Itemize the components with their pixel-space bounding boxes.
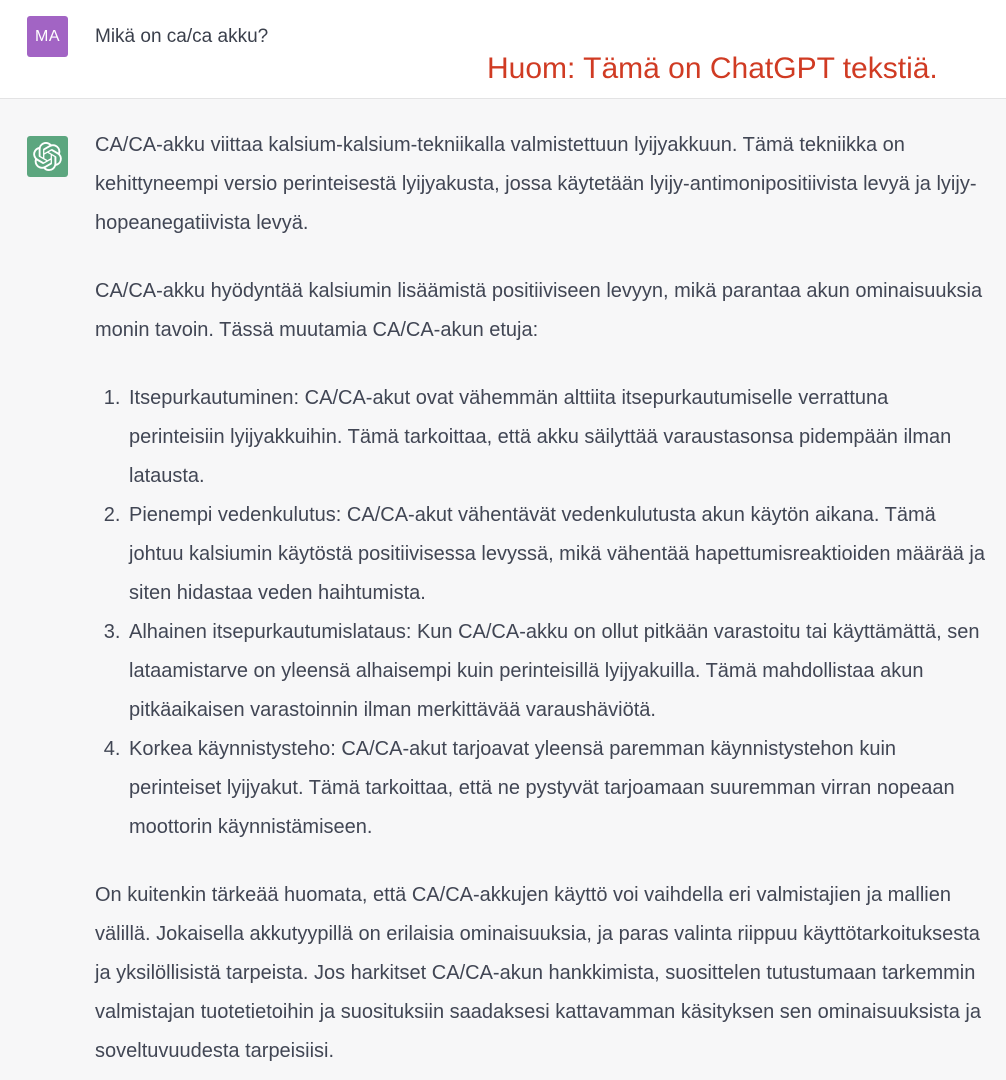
user-message-text: Mikä on ca/ca akku? [95, 26, 269, 47]
list-item-self-discharge: 1. Itsepurkautuminen: CA/CA-akut ovat vähemmän alttiita itsepurkautumiselle verrattuna perinteisiin lyijyakkuihin. Tämä tarkoittaa, että akku säilyttää varaustasonsa pidempään ilman latausta. [126, 379, 985, 496]
user-avatar: MA [27, 16, 68, 57]
assistant-paragraph-intro: CA/CA-akku viittaa kalsium-kalsium-tekniikalla valmistettuun lyijyakkuun. Tämä tekniikka on kehittyneempi versio perinteisestä lyijyakusta, jossa käytetään lyijy-antimonipositiivista levyä ja lyijy-hopeanegatiivista levyä. [95, 134, 977, 234]
list-item-low-recharge-need: 3. Alhainen itsepurkautumislataus: Kun CA/CA-akku on ollut pitkään varastoitu tai käyttämättä, sen lataamistarve on yleensä alhaisempi kuin perinteisillä lyijyakuilla. Tämä mahdollistaa akun pitkäaikaisen varastoinnin ilman merkittävää varaushäviötä. [126, 613, 985, 730]
list-item-starting-power: 4. Korkea käynnistysteho: CA/CA-akut tarjoavat yleensä paremman käynnistystehon kuin perinteiset lyijyakut. Tämä tarkoittaa, että ne pystyvät tarjoamaan suuremman virran nopeaan moottorin käynnistämiseen. [126, 730, 985, 847]
list-item-water-consumption: 2. Pienempi vedenkulutus: CA/CA-akut vähentävät vedenkulutusta akun käytön aikana. Tämä johtuu kalsiumin käytöstä positiivisessa levyssä, mikä vähentää hapettumisreaktioiden määrää ja siten hidastaa veden haihtumista. [126, 496, 985, 613]
assistant-paragraph-benefits-lead: CA/CA-akku hyödyntää kalsiumin lisäämistä positiiviseen levyyn, mikä parantaa akun ominaisuuksia monin tavoin. Tässä muutamia CA/CA-akun etuja: [95, 280, 983, 341]
user-message-row [0, 0, 1006, 98]
assistant-message-row [0, 98, 1006, 1080]
annotation-note: Huom: Tämä on ChatGPT tekstiä. [487, 52, 938, 85]
assistant-message-body [95, 126, 985, 1071]
openai-logo-icon [33, 142, 62, 171]
assistant-avatar [27, 136, 68, 177]
advantages-list [95, 379, 985, 847]
assistant-paragraph-conclusion: On kuitenkin tärkeää huomata, että CA/CA-akkujen käyttö voi vaihdella eri valmistajien ja mallien välillä. Jokaisella akkutyypillä on erilaisia ominaisuuksia, ja paras valinta riippuu käyttötarkoituksesta ja yksilöllisistä tarpeista. Jos harkitset CA/CA-akun hankkimista, suosittelen tutustumaan tarkemmin valmistajan tuotetietoihin ja suosituksiin saadaksesi kattavamman käsityksen sen ominaisuuksista ja soveltuvuudesta tarpeisiisi. [95, 884, 981, 1062]
